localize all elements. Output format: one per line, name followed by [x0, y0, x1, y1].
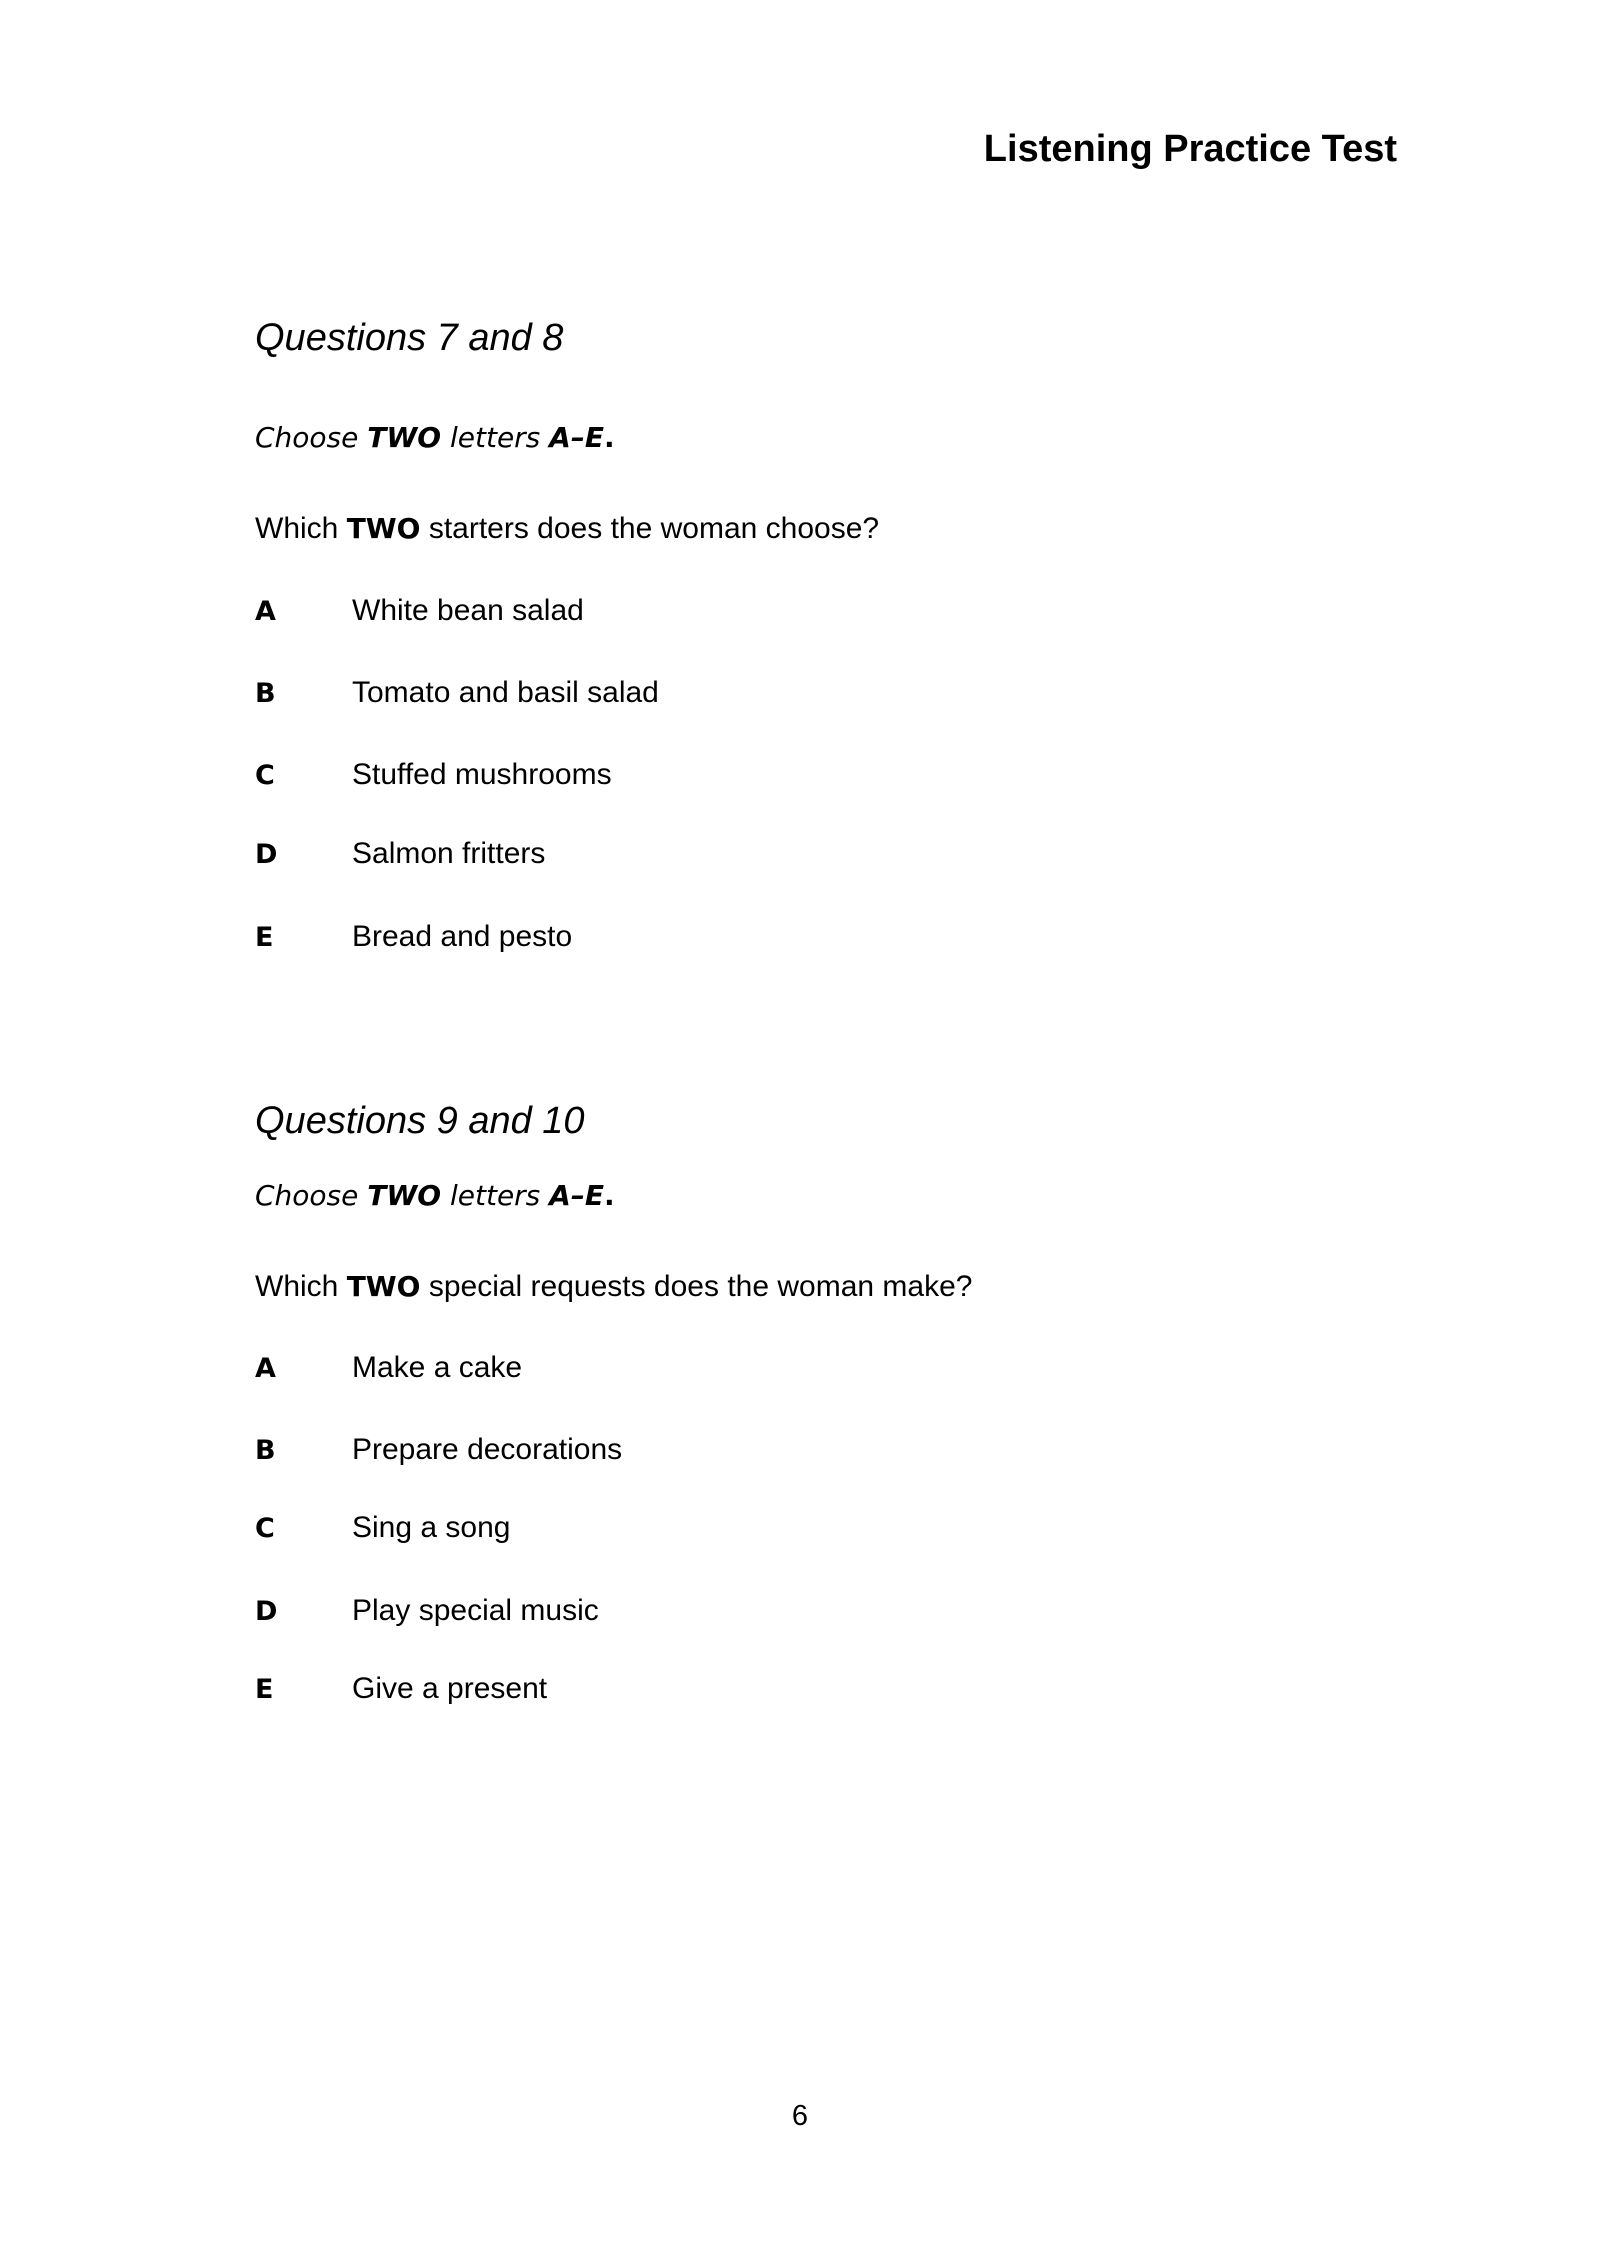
section-heading: Questions 7 and 8 — [255, 317, 564, 359]
instruction-prefix: Choose — [255, 1179, 368, 1212]
questions-9-10-section — [255, 1091, 1355, 1705]
option-text: Tomato and basil salad — [352, 676, 659, 709]
option-letter: D — [255, 1596, 278, 1627]
option-text: Prepare decorations — [352, 1433, 623, 1466]
instruction-text — [255, 1179, 615, 1212]
page-number: 6 — [791, 2100, 809, 2132]
instruction-suffix: . — [603, 1179, 615, 1212]
question-suffix: special requests does the woman make? — [420, 1270, 973, 1303]
instruction-prefix: Choose — [255, 421, 368, 454]
option-item — [255, 1430, 622, 1470]
option-letter: C — [255, 760, 275, 791]
option-item — [255, 1591, 599, 1631]
option-item — [255, 1348, 522, 1388]
instruction-middle: letters — [441, 421, 550, 454]
section-heading: Questions 9 and 10 — [255, 1100, 585, 1142]
option-item — [255, 1669, 547, 1709]
question-emphasis: TWO — [346, 1270, 421, 1303]
option-letter: A — [255, 1353, 276, 1384]
option-item — [255, 591, 584, 631]
option-text: Bread and pesto — [352, 920, 573, 953]
option-text: Salmon fritters — [352, 837, 546, 870]
option-letter: E — [255, 922, 274, 953]
option-letter: A — [255, 596, 276, 627]
instruction-range: A–E — [549, 421, 604, 454]
option-text: White bean salad — [352, 594, 584, 627]
question-prefix: Which — [255, 1270, 347, 1303]
instruction-middle: letters — [441, 1179, 550, 1212]
question-prefix: Which — [255, 512, 347, 545]
option-text: Play special music — [352, 1594, 599, 1627]
option-letter: B — [255, 1435, 276, 1466]
instruction-range: A–E — [549, 1179, 604, 1212]
question-suffix: starters does the woman choose? — [420, 512, 880, 545]
instruction-suffix: . — [603, 421, 615, 454]
instruction-emphasis: TWO — [367, 421, 442, 454]
option-text: Stuffed mushrooms — [352, 758, 612, 791]
questions-7-8-section — [255, 308, 1355, 953]
option-item — [255, 834, 545, 874]
option-letter: B — [255, 678, 276, 709]
question-emphasis: TWO — [346, 512, 421, 545]
option-item — [255, 1508, 510, 1548]
option-text: Sing a song — [352, 1511, 511, 1544]
question-text — [255, 1270, 972, 1304]
option-letter: D — [255, 839, 278, 870]
option-item — [255, 755, 612, 795]
question-text — [255, 512, 879, 546]
option-item — [255, 673, 659, 713]
instruction-emphasis: TWO — [367, 1179, 442, 1212]
page-header-title: Listening Practice Test — [983, 128, 1397, 170]
option-letter: C — [255, 1513, 275, 1544]
instruction-text — [255, 421, 615, 454]
option-text: Give a present — [352, 1672, 548, 1705]
option-letter: E — [255, 1674, 274, 1705]
option-item — [255, 917, 572, 957]
option-text: Make a cake — [352, 1351, 523, 1384]
